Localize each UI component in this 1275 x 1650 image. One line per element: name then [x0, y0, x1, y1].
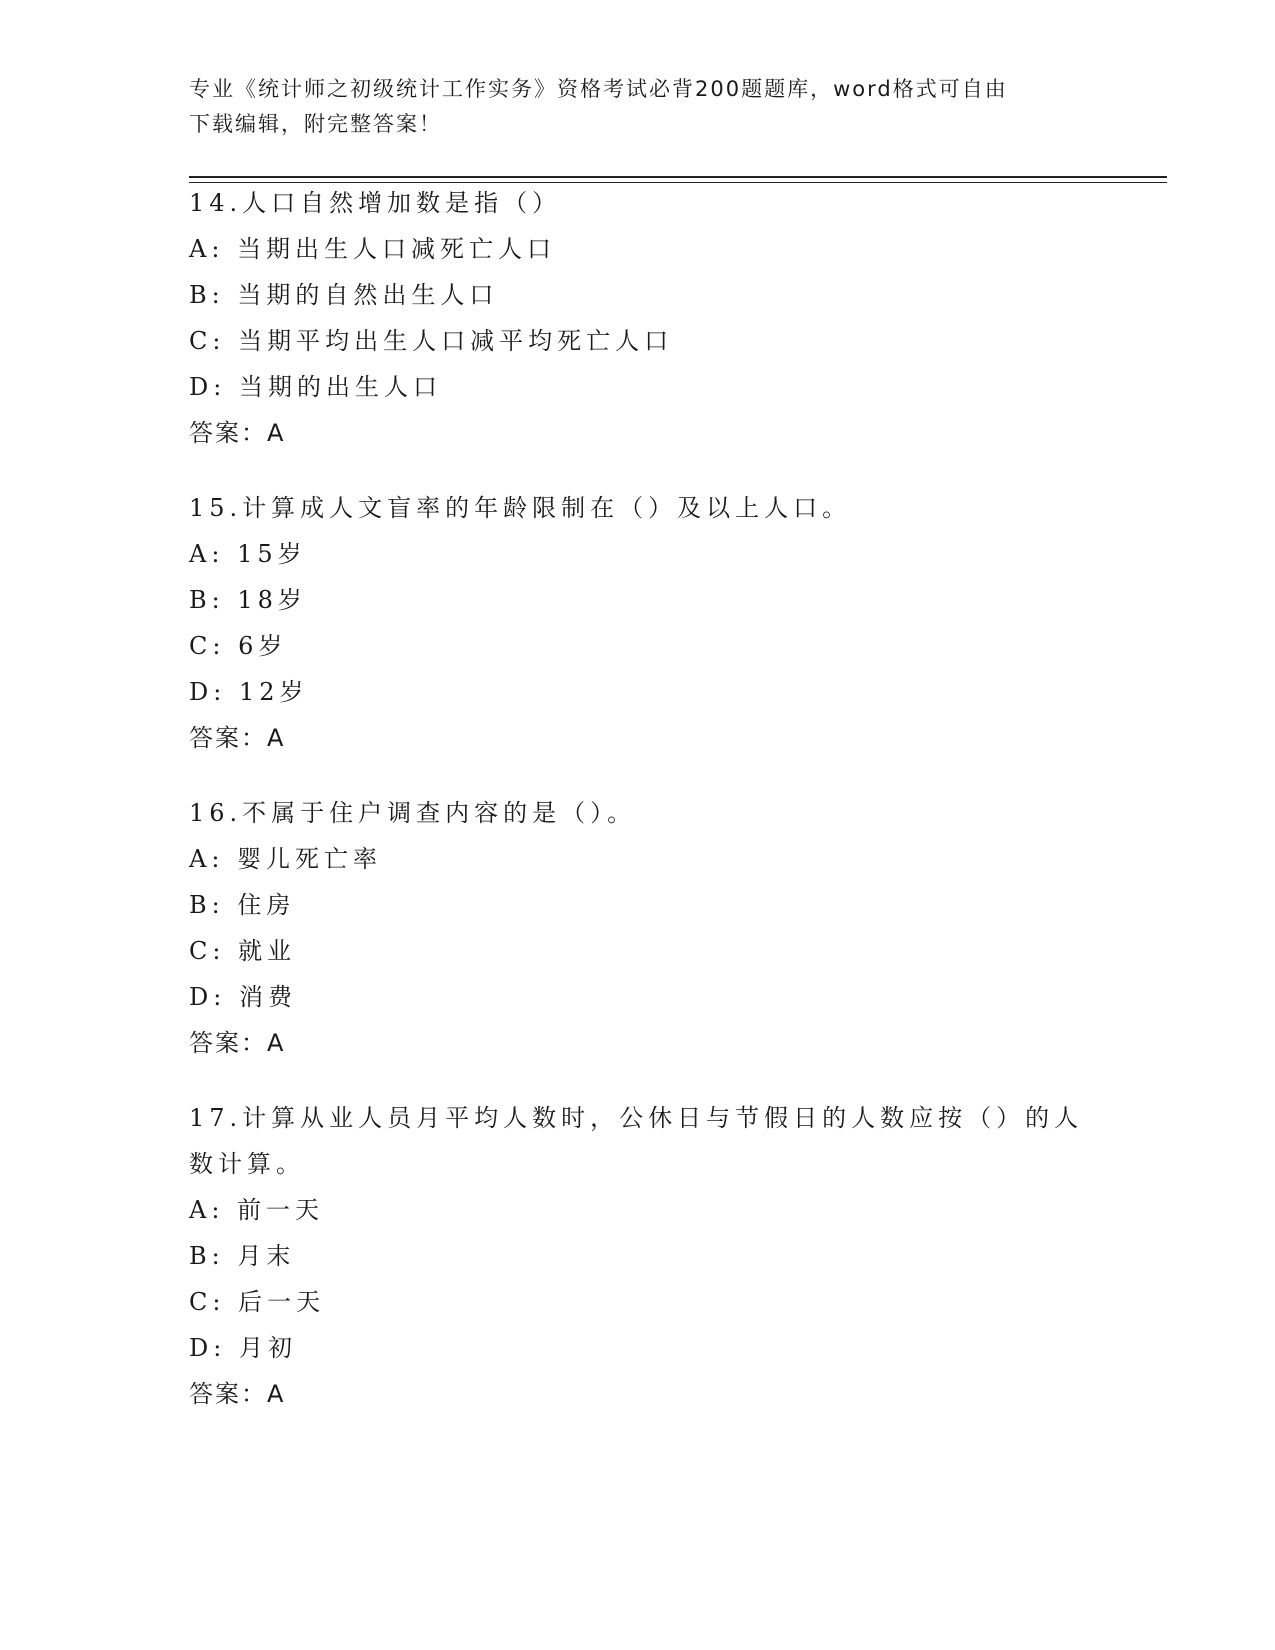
answer-line	[189, 715, 1089, 761]
header-line-2: 下载编辑，附完整答案！	[189, 112, 442, 136]
question-17	[189, 1095, 1089, 1417]
option-d: D: 月初	[189, 1334, 297, 1362]
answer-label: 答案：	[189, 724, 267, 752]
header-line-1: 专业《统计师之初级统计工作实务》资格考试必背200题题库，word格式可自由	[189, 77, 1008, 101]
option-c: C: 6岁	[189, 632, 288, 660]
option-d: D: 消费	[189, 983, 297, 1011]
option-d: D: 12岁	[189, 678, 309, 706]
question-16	[189, 790, 1089, 1066]
option-b: B: 住房	[189, 891, 296, 919]
answer-value: A	[267, 724, 286, 752]
document-header	[189, 72, 1089, 142]
answer-value: A	[267, 1029, 286, 1057]
option-a: A: 15岁	[189, 540, 307, 568]
question-15	[189, 485, 1089, 761]
question-stem: 15.计算成人文盲率的年龄限制在（）及以上人口。	[189, 494, 852, 522]
option-a: A: 前一天	[189, 1196, 325, 1224]
answer-label: 答案：	[189, 1029, 267, 1057]
question-stem-line-1: 17.计算从业人员月平均人数时，公休日与节假日的人数应按（）的人	[189, 1104, 1084, 1132]
answer-label: 答案：	[189, 1380, 267, 1408]
answer-value: A	[267, 1380, 286, 1408]
header-divider-thick	[189, 176, 1167, 178]
answer-line	[189, 1020, 1089, 1066]
answer-line	[189, 410, 1089, 456]
option-a: A: 婴儿死亡率	[189, 845, 383, 873]
answer-label: 答案：	[189, 419, 267, 447]
option-b: B: 月末	[189, 1242, 296, 1270]
option-b: B: 当期的自然出生人口	[189, 281, 499, 309]
question-stem: 14.人口自然增加数是指（）	[189, 189, 562, 217]
option-c: C: 当期平均出生人口减平均死亡人口	[189, 327, 674, 355]
option-a: A: 当期出生人口减死亡人口	[189, 235, 557, 263]
option-c: C: 后一天	[189, 1288, 326, 1316]
question-stem: 16.不属于住户调查内容的是（）。	[189, 799, 637, 827]
option-c: C: 就业	[189, 937, 297, 965]
option-b: B: 18岁	[189, 586, 307, 614]
question-14	[189, 180, 1089, 456]
answer-line	[189, 1371, 1089, 1417]
option-d: D: 当期的出生人口	[189, 373, 442, 401]
question-stem-line-2: 数计算。	[189, 1150, 305, 1178]
answer-value: A	[267, 419, 286, 447]
